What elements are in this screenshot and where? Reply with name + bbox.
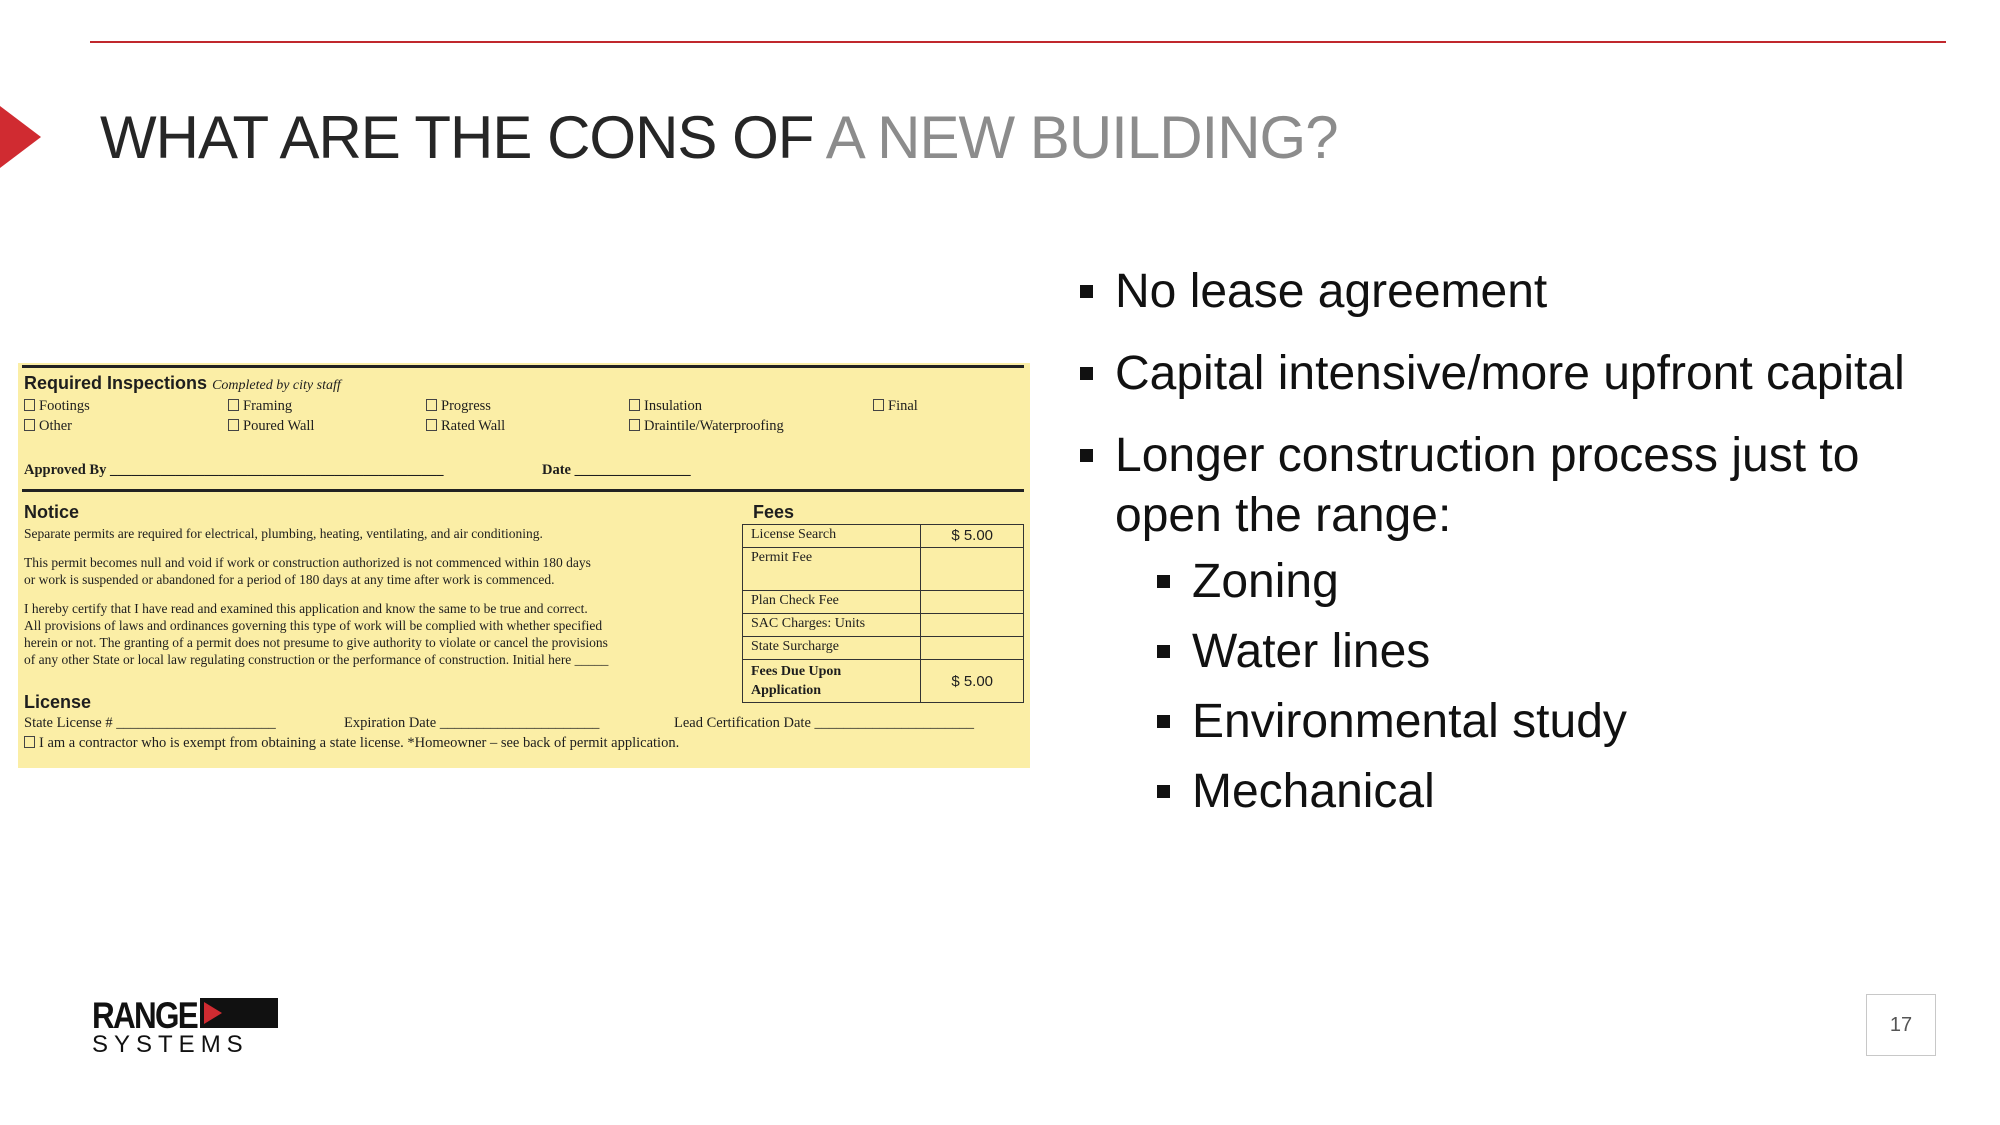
- fees-heading: Fees: [753, 502, 795, 522]
- fees-table: [742, 524, 1024, 703]
- fee-value: [921, 637, 1024, 660]
- top-divider-line: [90, 41, 1946, 43]
- sub-bullet-item: Zoning: [1155, 552, 1978, 612]
- fee-label: License Search: [743, 525, 921, 548]
- checkbox-icon: [426, 419, 437, 431]
- fee-value: [921, 548, 1024, 591]
- inspection-poured-wall: Poured Wall: [228, 418, 314, 435]
- lead-cert-date-line: Lead Certification Date ______________________: [674, 715, 975, 731]
- cons-bullet-list: [1078, 262, 1978, 844]
- checkbox-icon: [629, 419, 640, 431]
- fee-row: [743, 548, 1024, 591]
- logo-word-systems: SYSTEMS: [92, 1031, 249, 1058]
- fee-row: [743, 614, 1024, 637]
- sub-bullet-item: Water lines: [1155, 622, 1978, 682]
- fee-value: [921, 614, 1024, 637]
- sub-bullet-list: [1115, 552, 1978, 822]
- inspection-insulation: Insulation: [629, 398, 702, 415]
- inspection-draintile: Draintile/Waterproofing: [629, 418, 784, 435]
- exempt-contractor-line: I am a contractor who is exempt from obtaining a state license. *Homeowner – see back of permit application.: [24, 735, 679, 752]
- checkbox-icon: [629, 399, 640, 411]
- page-number: 17: [1866, 994, 1936, 1056]
- notice-line: All provisions of laws and ordinances governing this type of work will be complied with whether specified: [24, 618, 603, 633]
- fee-value: $ 5.00: [921, 660, 1024, 703]
- title-part-dark: WHAT ARE THE CONS OF: [100, 104, 814, 171]
- checkbox-icon: [228, 419, 239, 431]
- fee-value: $ 5.00: [921, 525, 1024, 548]
- fee-label: Fees Due Upon Application: [743, 660, 921, 703]
- fee-label: Permit Fee: [743, 548, 921, 591]
- license-heading: License: [24, 692, 92, 712]
- checkbox-icon: [24, 419, 35, 431]
- notice-line: or work is suspended or abandoned for a period of 180 days at any time after work is commenced.: [24, 572, 555, 587]
- checkbox-icon: [873, 399, 884, 411]
- inspection-progress: Progress: [426, 398, 491, 415]
- permit-form-image: [18, 363, 1030, 768]
- slide-title: [100, 101, 1338, 175]
- inspections-note: Completed by city staff: [212, 378, 341, 393]
- expiration-date-line: Expiration Date ______________________: [344, 715, 600, 731]
- date-line: Date ________________: [542, 462, 691, 478]
- state-license-line: State License # ______________________: [24, 715, 276, 731]
- logo-arrow-icon: [204, 1002, 222, 1024]
- notice-line: of any other State or local law regulating construction or the performance of construction. Initial here _____: [24, 652, 609, 667]
- fee-value: [921, 591, 1024, 614]
- notice-line: herein or not. The granting of a permit does not presume to give authority to violate or cancel the provisions: [24, 635, 608, 650]
- range-systems-logo: [92, 996, 278, 1061]
- fee-row: [743, 525, 1024, 548]
- required-inspections-heading: Required Inspections Completed by city staff: [24, 373, 341, 393]
- form-top-rule: [22, 365, 1024, 368]
- bullet-item: Capital intensive/more upfront capital: [1078, 344, 1978, 404]
- sub-bullet-item: Environmental study: [1155, 692, 1978, 752]
- notice-heading: Notice: [24, 502, 80, 522]
- bullet-item: No lease agreement: [1078, 262, 1978, 322]
- fee-label: Plan Check Fee: [743, 591, 921, 614]
- fee-row: [743, 591, 1024, 614]
- inspection-other: Other: [24, 418, 72, 435]
- title-part-gray: A NEW BUILDING?: [825, 104, 1338, 171]
- sub-bullet-item: Mechanical: [1155, 762, 1978, 822]
- checkbox-icon: [228, 399, 239, 411]
- notice-line: This permit becomes null and void if work or construction authorized is not commenced within 180 days: [24, 555, 591, 570]
- approved-by-line: Approved By ______________________________________________: [24, 462, 444, 478]
- inspection-footings: Footings: [24, 398, 90, 415]
- checkbox-icon: [24, 736, 35, 748]
- fee-label: SAC Charges: Units: [743, 614, 921, 637]
- inspection-framing: Framing: [228, 398, 292, 415]
- bullet-text: Longer construction process just to open the range:: [1115, 429, 1860, 542]
- form-mid-rule: [22, 489, 1024, 492]
- fee-label: State Surcharge: [743, 637, 921, 660]
- checkbox-icon: [426, 399, 437, 411]
- red-triangle-accent: [0, 106, 41, 168]
- logo-word-range: RANGE: [92, 995, 198, 1036]
- notice-line: Separate permits are required for electrical, plumbing, heating, ventilating, and air conditioning.: [24, 526, 543, 541]
- notice-line: I hereby certify that I have read and examined this application and know the same to be true and correct.: [24, 601, 588, 616]
- checkbox-icon: [24, 399, 35, 411]
- fee-row: [743, 660, 1024, 703]
- bullet-item: [1078, 426, 1978, 822]
- fee-row: [743, 637, 1024, 660]
- inspection-rated-wall: Rated Wall: [426, 418, 505, 435]
- inspection-final: Final: [873, 398, 918, 415]
